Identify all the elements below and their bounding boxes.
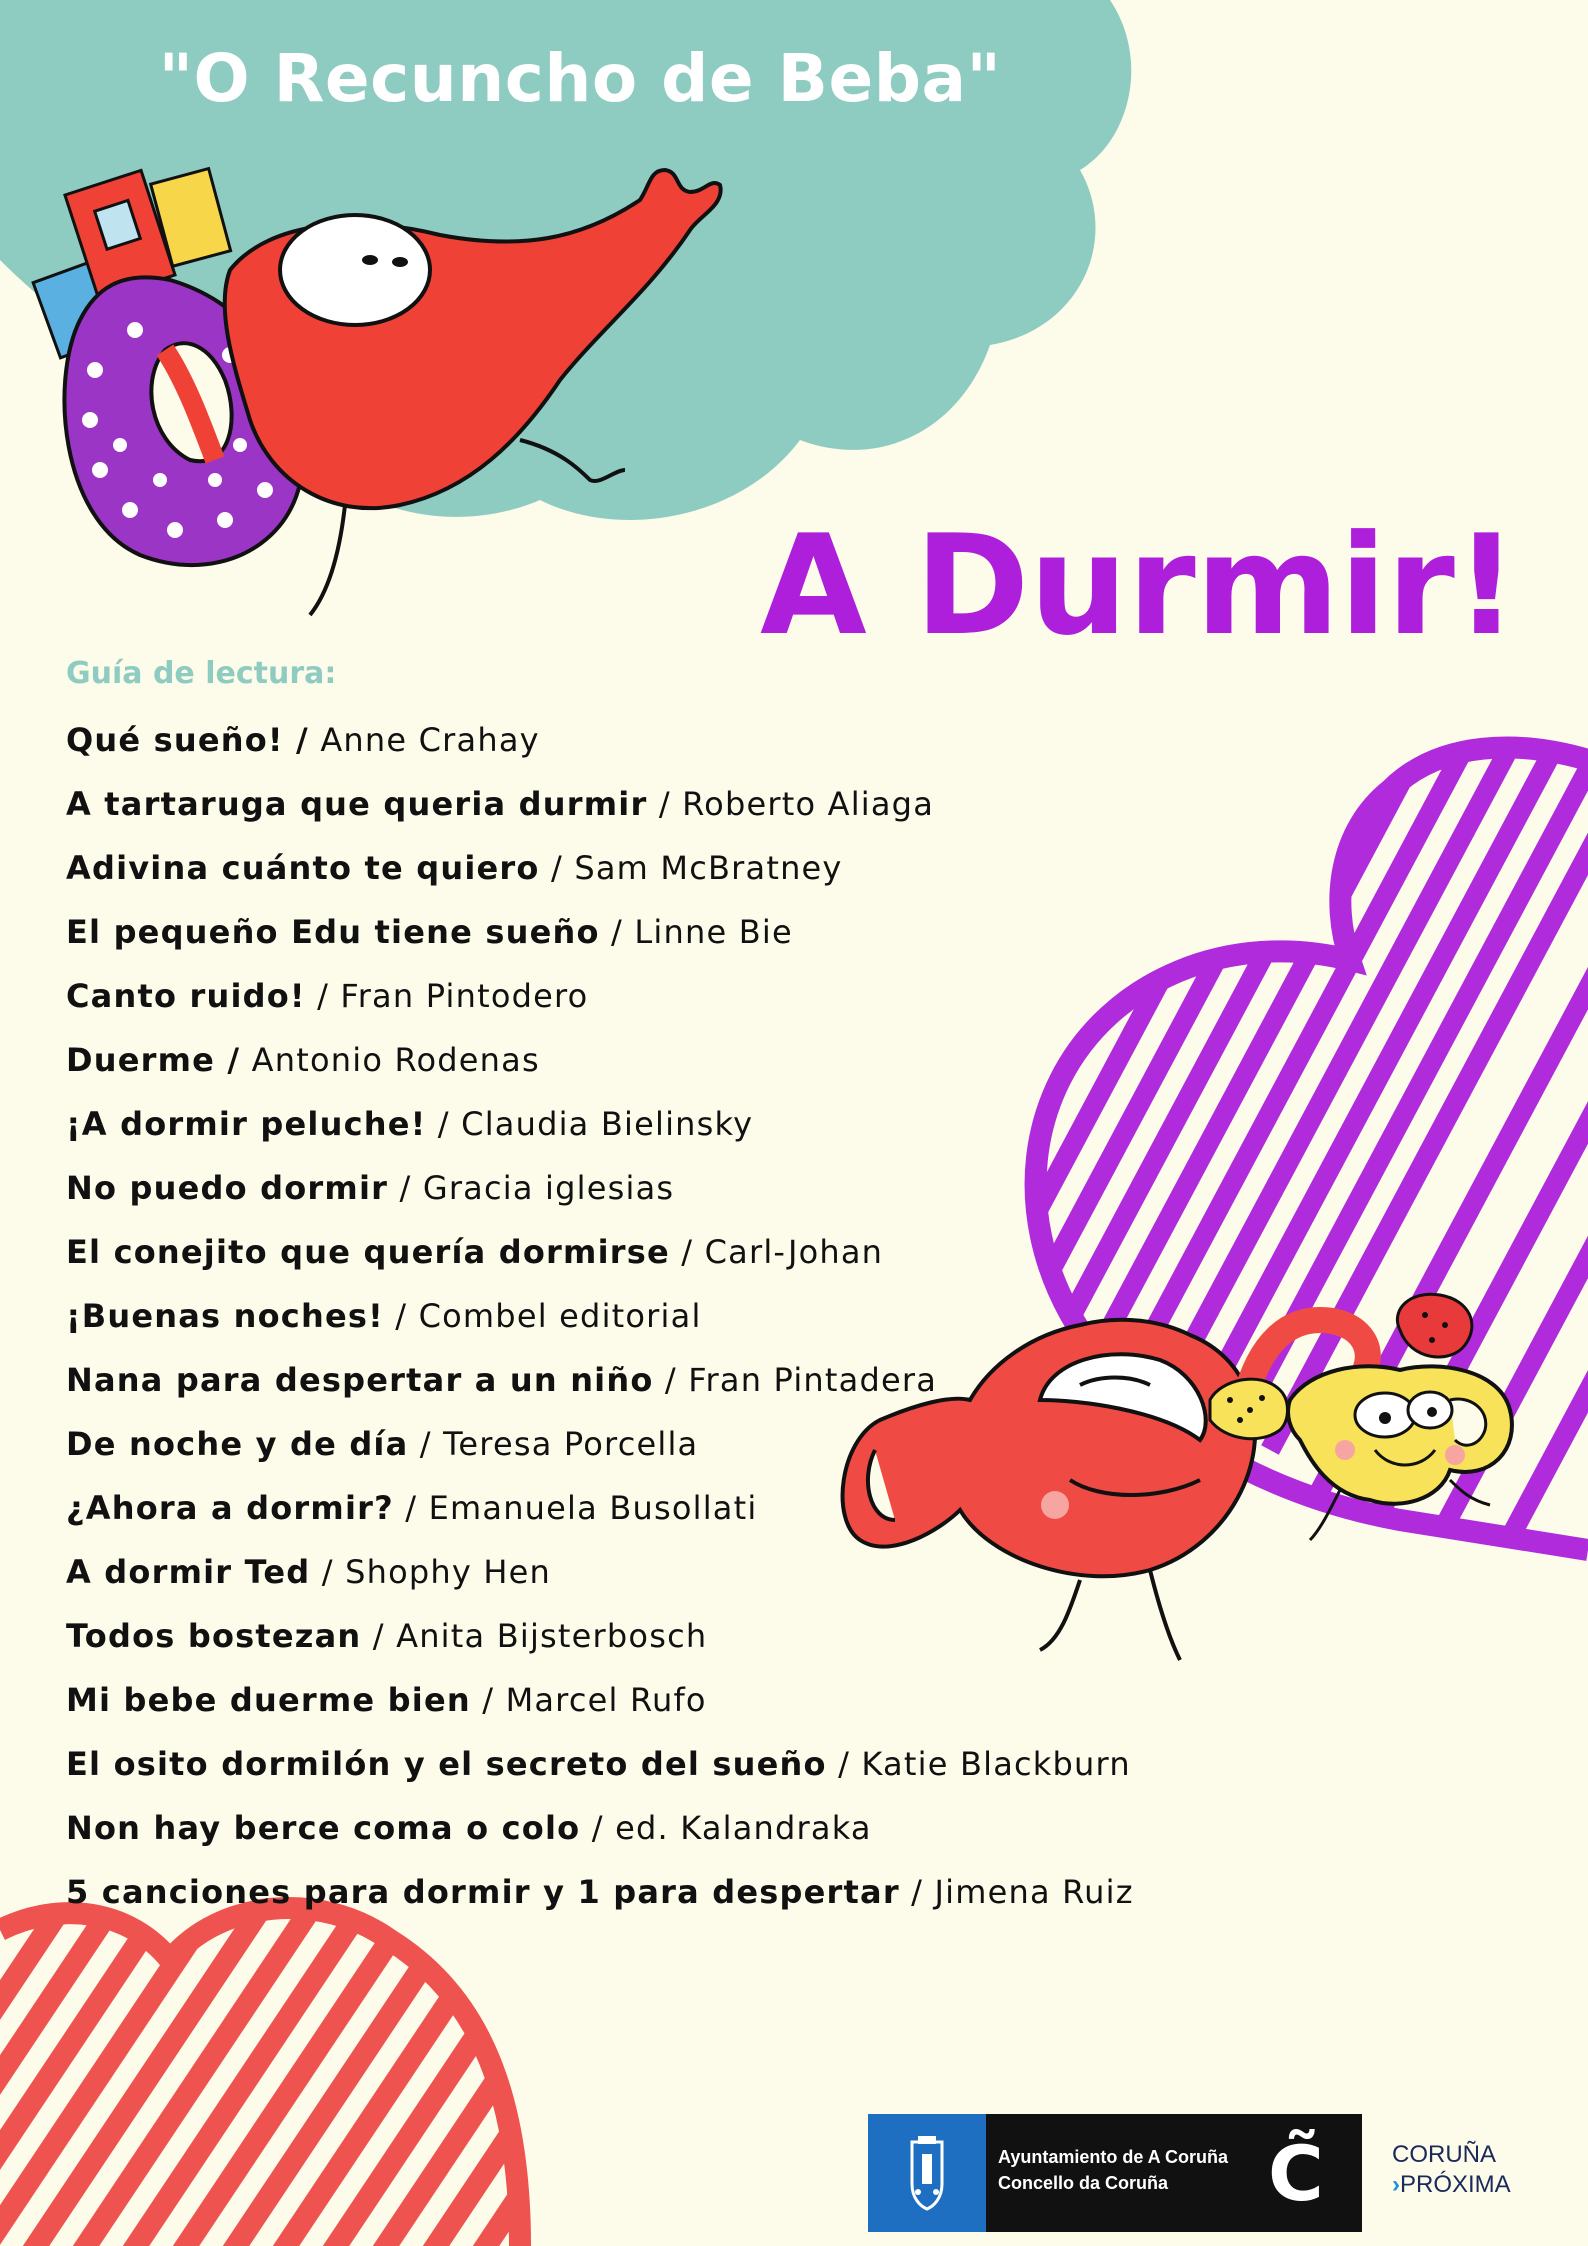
coruna-proxima-line2: PRÓXIMA [1400, 2171, 1511, 2198]
book-author: / Linne Bie [599, 913, 793, 951]
book-author: Antonio Rodenas [240, 1041, 540, 1079]
book-list-item [66, 972, 1134, 1036]
coat-of-arms-icon [868, 2114, 986, 2232]
book-title: ¡A dormir peluche! [66, 1105, 427, 1143]
book-list-item [66, 1484, 1134, 1548]
coruna-c-logo: C̃ [1268, 2129, 1324, 2218]
book-title: Adivina cuánto te quiero [66, 849, 540, 887]
book-title: El conejito que quería dormirse [66, 1233, 670, 1271]
book-author: / Fran Pintadera [653, 1361, 938, 1399]
book-author: / Carl-Johan [669, 1233, 884, 1271]
book-list-item [66, 1228, 1134, 1292]
book-author: / Gracia iglesias [388, 1169, 675, 1207]
book-author: / Katie Blackburn [826, 1745, 1131, 1783]
reading-guide-label: Guía de lectura: [66, 656, 337, 691]
book-author: / Combel editorial [383, 1297, 702, 1335]
book-title: 5 canciones para dormir y 1 para despertar [66, 1873, 900, 1911]
book-title: Mi bebe duerme bien [66, 1681, 471, 1719]
coruna-proxima-logo [1392, 2140, 1511, 2200]
book-title: Todos bostezan [66, 1617, 362, 1655]
book-title: De noche y de día [66, 1425, 409, 1463]
book-title: No puedo dormir [66, 1169, 389, 1207]
book-title: Nana para despertar a un niño [66, 1361, 654, 1399]
book-list-item [66, 1420, 1134, 1484]
book-title: ¿Ahora a dormir? [66, 1489, 394, 1527]
book-author: / Claudia Bielinsky [426, 1105, 754, 1143]
book-list-item [66, 1804, 1134, 1868]
book-author: / Fran Pintodero [305, 977, 589, 1015]
book-title: Non hay berce coma o colo [66, 1809, 581, 1847]
book-list-item [66, 1100, 1134, 1164]
book-author: / Sam McBratney [539, 849, 843, 887]
book-author: / Jimena Ruiz [899, 1873, 1134, 1911]
ayuntamiento-name: Ayuntamiento de A Coruña [998, 2147, 1229, 2167]
book-title: Qué sueño! / [66, 721, 309, 759]
book-title: El osito dormilón y el secreto del sueño [66, 1745, 827, 1783]
chevron-right-icon: › [1392, 2171, 1400, 2198]
book-list-item [66, 1036, 1134, 1100]
book-list-item [66, 844, 1134, 908]
page-title: A Durmir! [760, 505, 1518, 666]
ayuntamiento-logo [868, 2114, 1362, 2232]
concello-name: Concello da Coruña [998, 2173, 1169, 2193]
book-list-item [66, 1868, 1134, 1932]
book-list-item [66, 1612, 1134, 1676]
book-author: / ed. Kalandraka [580, 1809, 872, 1847]
book-list-item [66, 1356, 1134, 1420]
book-title: El pequeño Edu tiene sueño [66, 913, 600, 951]
book-list-item [66, 1164, 1134, 1228]
book-list-item [66, 908, 1134, 972]
book-title: A dormir Ted [66, 1553, 311, 1591]
book-author: / Roberto Aliaga [647, 785, 935, 823]
series-title: "O Recuncho de Beba" [158, 40, 1002, 117]
book-title: Duerme / [66, 1041, 241, 1079]
coruna-proxima-line1: CORUÑA [1392, 2141, 1497, 2168]
book-list-item [66, 1292, 1134, 1356]
book-list [66, 716, 1134, 1932]
book-list-item [66, 1740, 1134, 1804]
book-author: / Teresa Porcella [408, 1425, 699, 1463]
book-title: ¡Buenas noches! [66, 1297, 384, 1335]
book-list-item [66, 716, 1134, 780]
book-author: / Shophy Hen [310, 1553, 552, 1591]
book-list-item [66, 780, 1134, 844]
book-author: / Marcel Rufo [470, 1681, 707, 1719]
book-author: Anne Crahay [308, 721, 540, 759]
book-list-item [66, 1548, 1134, 1612]
book-author: / Emanuela Busollati [393, 1489, 758, 1527]
book-list-item [66, 1676, 1134, 1740]
book-author: / Anita Bijsterbosch [361, 1617, 708, 1655]
book-title: Canto ruido! [66, 977, 306, 1015]
book-title: A tartaruga que queria durmir [66, 785, 648, 823]
